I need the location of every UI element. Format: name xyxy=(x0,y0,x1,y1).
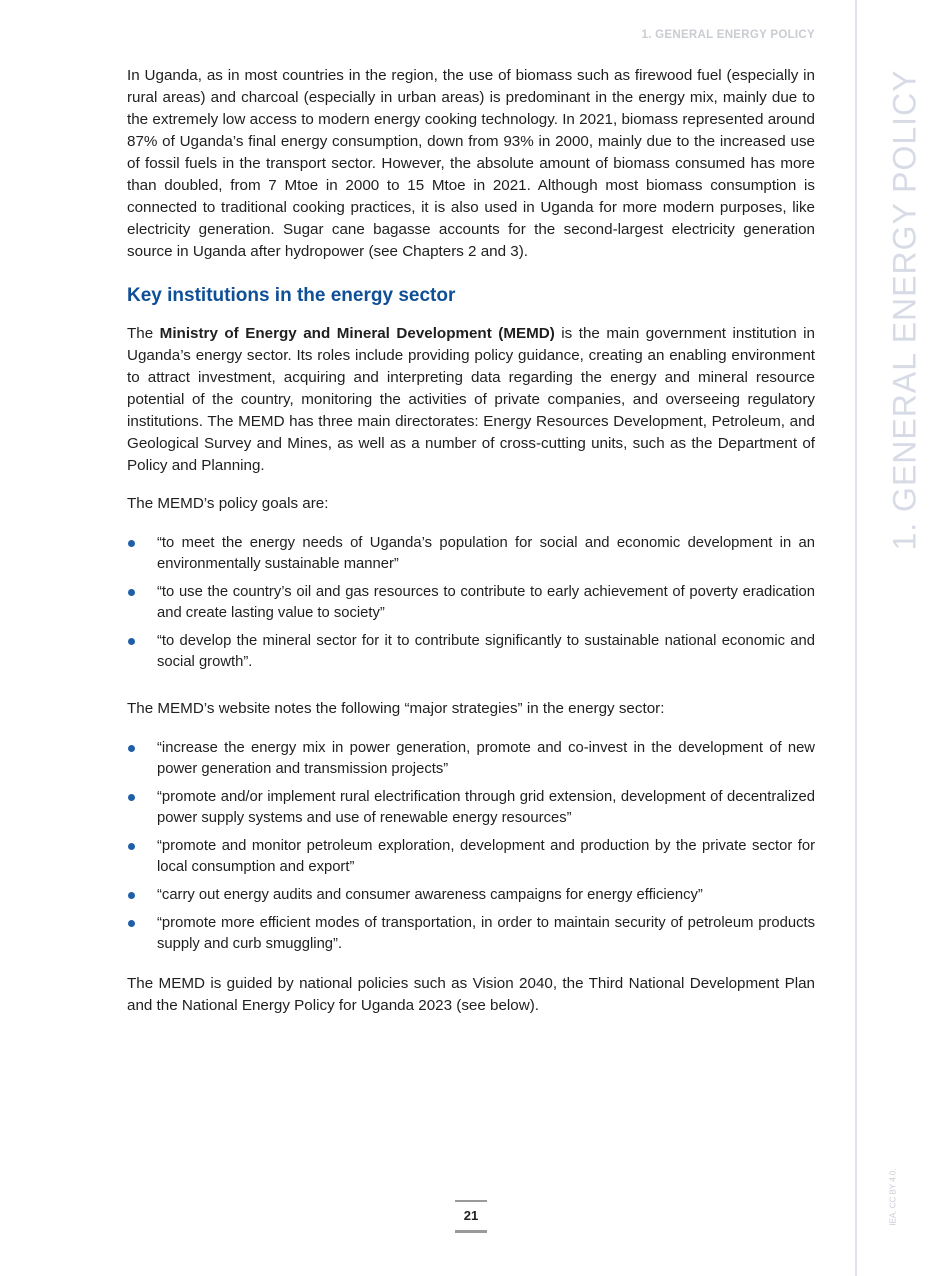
strategies-list xyxy=(127,738,815,955)
license-note: IEA. CC BY 4.0. xyxy=(888,1168,898,1226)
side-divider xyxy=(855,0,857,1276)
intro-paragraph: In Uganda, as in most countries in the region, the use of biomass such as firewood fuel (especially in rural areas) and charcoal (especially in urban areas) is predominant in the energy mix, mainly due to the extremely low access to modern energy cooking technology. In 2021, biomass represented around 87% of Uganda’s final energy consumption, down from 93% in 2000, mainly due to the increased use of fossil fuels in the transport sector. However, the absolute amount of biomass consumed has more than doubled, from 7 Mtoe in 2000 to 15 Mtoe in 2021. Although most biomass consumption is connected to traditional cooking practices, it is also used in Uganda for more modern purposes, like electricity generation. Sugar cane bagasse accounts for the second-largest electricity generation source in Uganda after hydropower (see Chapters 2 and 3). xyxy=(127,67,815,260)
list-item: “to develop the mineral sector for it to contribute significantly to sustainable national economic and social growth”. xyxy=(127,631,815,673)
section-heading: Key institutions in the energy sector xyxy=(127,285,456,306)
memd-name: Ministry of Energy and Mineral Development (MEMD) xyxy=(159,325,555,342)
page-number: 21 xyxy=(455,1200,487,1233)
list-item: “to use the country’s oil and gas resources to contribute to early achievement of poverty eradication and create lasting value to society” xyxy=(127,582,815,624)
strategies-intro: The MEMD’s website notes the following “major strategies” in the energy sector: xyxy=(127,700,665,717)
list-item: “promote and monitor petroleum exploration, development and production by the private sector for local consumption and export” xyxy=(127,836,815,878)
memd-description: is the main government institution in Uganda’s energy sector. Its roles include providing policy guidance, creating an enabling environment to attract investment, acquiring and interpreting data regarding the energy and mineral resource potential of the country, monitoring the activities of private companies, and overseeing regulatory institutions. The MEMD has three main directorates: Energy Resources Development, Petroleum, and Geological Survey and Mines, as well as a number of cross-cutting units, such as the Department of Policy and Planning. xyxy=(127,325,815,474)
side-chapter-title: 1. GENERAL ENERGY POLICY xyxy=(886,69,923,551)
closing-paragraph: The MEMD is guided by national policies such as Vision 2040, the Third National Development Plan and the National Energy Policy for Uganda 2023 (see below). xyxy=(127,975,815,1014)
list-item: “promote more efficient modes of transportation, in order to maintain security of petroleum products supply and curb smuggling”. xyxy=(127,913,815,955)
goals-intro: The MEMD’s policy goals are: xyxy=(127,495,329,512)
list-item: “carry out energy audits and consumer awareness campaigns for energy efficiency” xyxy=(127,885,815,906)
list-item: “to meet the energy needs of Uganda’s population for social and economic development in an environmentally sustainable manner” xyxy=(127,533,815,575)
list-item: “promote and/or implement rural electrification through grid extension, development of decentralized power supply systems and use of renewable energy resources” xyxy=(127,787,815,829)
page-content xyxy=(127,65,815,1017)
policy-goals-list xyxy=(127,533,815,673)
memd-paragraph xyxy=(127,323,815,477)
list-item: “increase the energy mix in power generation, promote and co-invest in the development of new power generation and transmission projects” xyxy=(127,738,815,780)
memd-lead: The xyxy=(127,325,160,342)
running-header: 1. GENERAL ENERGY POLICY xyxy=(641,29,815,41)
